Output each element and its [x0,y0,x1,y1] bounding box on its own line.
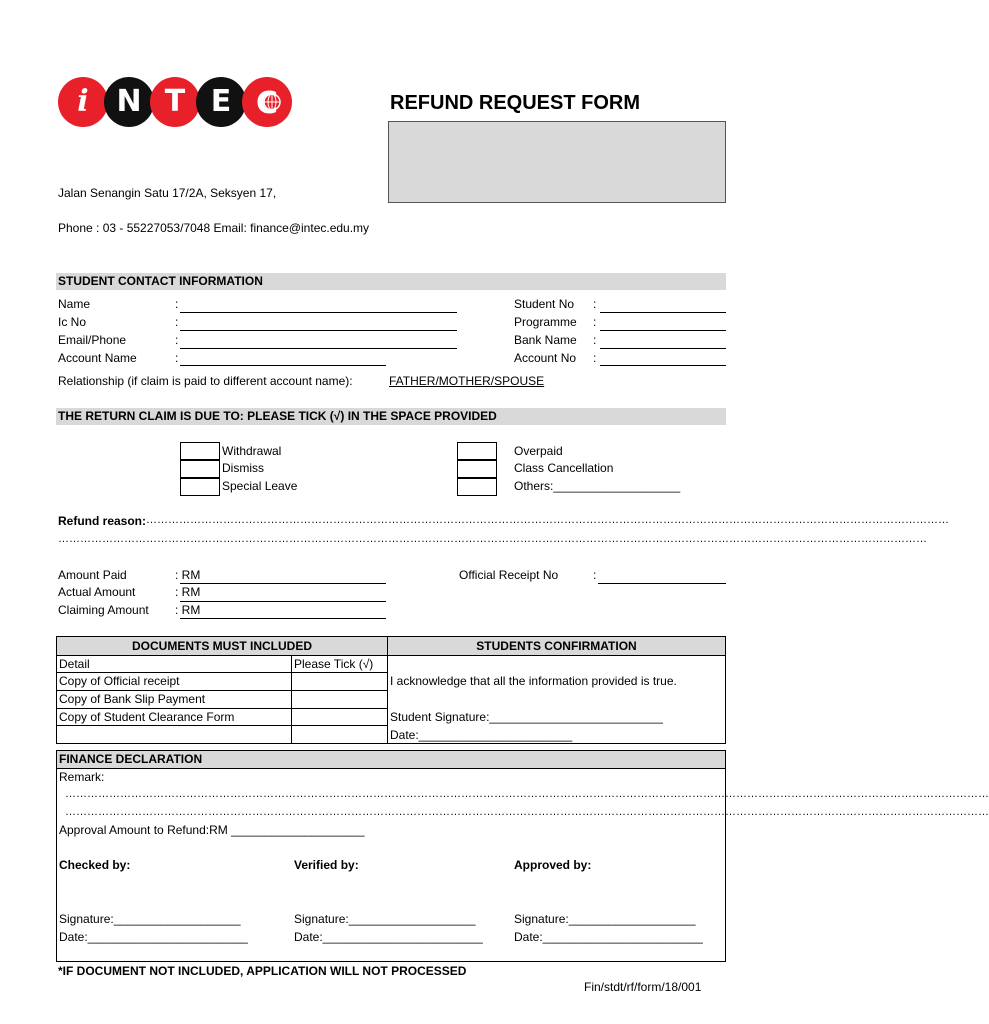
tick-cell-bank-slip[interactable] [292,691,386,708]
approval-amount-field[interactable]: Approval Amount to Refund:RM ____________________ [59,823,365,837]
verified-by-date[interactable]: Date:________________________ [294,930,483,944]
relationship-value: FATHER/MOTHER/SPOUSE [389,374,545,388]
remark-line-1[interactable]: ……………………………………………………………………………………………………………………………………………………………………………………………………………………………… [65,788,989,800]
bank-name-field[interactable] [600,348,726,349]
others-label: Others:___________________ [514,479,681,493]
intec-logo [58,77,290,127]
row-divider-4 [57,725,387,726]
claiming-amount-prefix: : RM [175,603,201,617]
actual-amount-prefix: : RM [175,585,201,599]
amount-paid-label: Amount Paid [58,568,127,582]
special-leave-checkbox[interactable] [180,478,220,496]
name-sep: : [175,297,179,311]
class-cancellation-checkbox[interactable] [457,460,497,478]
official-receipt-field[interactable] [598,583,726,584]
doc-row-official-receipt: Copy of Official receipt [59,674,180,688]
special-leave-label: Special Leave [222,479,298,493]
account-name-sep: : [175,351,179,365]
overpaid-label: Overpaid [514,444,563,458]
claiming-amount-label: Claiming Amount [58,603,149,617]
withdrawal-label: Withdrawal [222,444,282,458]
tick-cell-clearance-form[interactable] [292,709,386,725]
verified-by-signature[interactable]: Signature:___________________ [294,912,476,926]
student-signature-field[interactable]: Student Signature:__________________________ [390,710,663,724]
programme-label: Programme [514,315,577,329]
claim-reason-header: THE RETURN CLAIM IS DUE TO: PLEASE TICK (√) IN THE SPACE PROVIDED [56,408,726,425]
others-checkbox[interactable] [457,478,497,496]
finance-declaration-header: FINANCE DECLARATION [59,752,203,766]
amount-paid-field[interactable] [180,583,386,584]
email-phone-sep: : [175,333,179,347]
doc-row-bank-slip: Copy of Bank Slip Payment [59,692,206,706]
remark-line-2[interactable]: ……………………………………………………………………………………………………………………………………………………………………………………………………………………………… [65,806,989,818]
student-no-label: Student No [514,297,575,311]
tick-column-header: Please Tick (√) [294,657,374,671]
table-header-divider [57,655,725,656]
confirmation-statement: I acknowledge that all the information provided is true. [390,674,677,688]
confirmation-header: STUDENTS CONFIRMATION [476,639,637,653]
ic-label: Ic No [58,315,87,329]
logo-circle-t: T [150,77,200,127]
programme-sep: : [593,315,597,329]
refund-reason-line-1[interactable]: ………………………………………………………………………………………………………………………………………………………………………………………………… [146,514,949,526]
official-receipt-sep: : [593,568,597,582]
dismiss-label: Dismiss [222,461,264,475]
refund-reason-line-2[interactable]: ………………………………………………………………………………………………………………………………………………………………………………………………………………… [58,533,927,545]
documents-confirmation-table [56,636,726,744]
official-receipt-label: Official Receipt No [459,568,559,582]
name-label: Name [58,297,91,311]
bank-name-sep: : [593,333,597,347]
approved-by-date[interactable]: Date:________________________ [514,930,703,944]
checked-by-signature[interactable]: Signature:___________________ [59,912,241,926]
logo-circle-i: i [58,77,108,127]
account-name-field[interactable] [180,365,386,366]
remark-label: Remark: [59,770,105,784]
programme-field[interactable] [600,330,726,331]
ic-field[interactable] [180,330,457,331]
student-no-sep: : [593,297,597,311]
student-contact-header: STUDENT CONTACT INFORMATION [56,273,726,290]
name-field[interactable] [180,312,457,313]
claiming-amount-field[interactable] [180,618,386,619]
refund-reason-label: Refund reason: [58,514,147,528]
logo-circle-e: E [196,77,246,127]
email-phone-label: Email/Phone [58,333,127,347]
dismiss-checkbox[interactable] [180,460,220,478]
contact-info: Phone : 03 - 55227053/7048 Email: finance@intec.edu.my [58,221,370,235]
svg-text:C: C [256,86,279,121]
student-no-field[interactable] [600,312,726,313]
actual-amount-label: Actual Amount [58,585,136,599]
globe-icon [242,77,292,127]
verified-by-label: Verified by: [294,858,359,872]
form-code: Fin/stdt/rf/form/18/001 [584,980,702,994]
account-no-field[interactable] [600,365,726,366]
email-phone-field[interactable] [180,348,457,349]
tick-cell-official-receipt[interactable] [292,673,386,690]
account-no-label: Account No [514,351,577,365]
overpaid-checkbox[interactable] [457,442,497,460]
detail-column-header: Detail [59,657,90,671]
ic-sep: : [175,315,179,329]
approved-by-signature[interactable]: Signature:___________________ [514,912,696,926]
approved-by-label: Approved by: [514,858,592,872]
checked-by-label: Checked by: [59,858,131,872]
finance-header-divider [57,768,725,769]
address: Jalan Senangin Satu 17/2A, Seksyen 17, [58,186,277,200]
account-no-sep: : [593,351,597,365]
class-cancellation-label: Class Cancellation [514,461,614,475]
footer-warning: *IF DOCUMENT NOT INCLUDED, APPLICATION WILL NOT PROCESSED [58,964,467,978]
logo-circle-c [242,77,292,127]
amount-paid-prefix: : RM [175,568,201,582]
documents-header: DOCUMENTS MUST INCLUDED [132,639,312,653]
doc-row-clearance-form: Copy of Student Clearance Form [59,710,235,724]
bank-name-label: Bank Name [514,333,577,347]
finance-declaration-box [56,750,989,962]
actual-amount-field[interactable] [180,601,386,602]
relationship-label: Relationship (if claim is paid to different account name): [58,374,353,388]
form-title: REFUND REQUEST FORM [390,92,640,114]
withdrawal-checkbox[interactable] [180,442,220,460]
office-use-box [388,121,726,203]
student-date-field[interactable]: Date:_______________________ [390,728,573,742]
checked-by-date[interactable]: Date:________________________ [59,930,248,944]
logo-circle-n: N [104,77,154,127]
account-name-label: Account Name [58,351,137,365]
